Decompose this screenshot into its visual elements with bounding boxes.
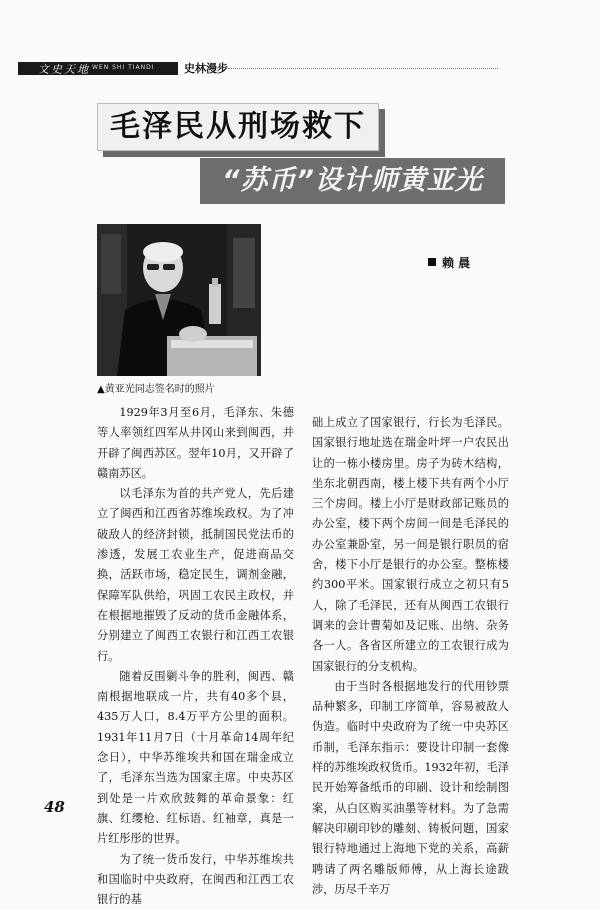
article-subtitle: “苏币”设计师黄亚光 — [222, 165, 483, 196]
author-name: 赖 晨 — [442, 256, 471, 270]
paragraph: 以毛泽东为首的共产党人，先后建立了闽西和江西省苏维埃政权。为了冲破敌人的经济封锁，抵制国民党法币的渗透，发展工农业生产，促进商品交换，活跃市场，稳定民生，调剂金融，保障军队供给，巩固工农民主政权，并在根据地摧毁了反动的货币金融体系，分别建立了闽西工农银行和江西工农银行。 — [97, 487, 294, 663]
paragraph: 由于当时各根据地发行的代用钞票品种繁多，印制工序简单，容易被敌人伪造。临时中央政府为了统一中央苏区币制，毛泽东指示：要设计印制一套像样的苏维埃政权货币。1932年初，毛泽民开始筹备纸币的印刷、设计和绘制图案，从白区购买油墨等材料。为了急需解决印刷印钞的雕刻、铸板问题，国家银行特地通过上海地下党的关系，高薪聘请了两名雕版师傅，从上海长途跋涉，历尽千辛万 — [312, 679, 509, 896]
column-name: 史林漫步 — [184, 62, 228, 75]
author-byline — [428, 254, 470, 271]
body-column-right — [312, 413, 509, 900]
page-number: 48 — [44, 798, 65, 816]
header-divider — [228, 68, 498, 69]
section-english-title: WEN SHI TIANDI — [92, 64, 155, 71]
paragraph: 为了统一货币发行，中华苏维埃共和国临时中央政府，在闽西和江西工农银行的基 — [97, 852, 294, 907]
portrait-illustration — [97, 224, 261, 376]
section-header — [0, 58, 600, 80]
body-column-left — [97, 403, 294, 910]
section-script-title: 文史天地 — [38, 63, 90, 76]
article-title: 毛泽民从刑场救下 — [110, 109, 366, 144]
article-title-box — [97, 103, 379, 151]
paragraph: 础上成立了国家银行，行长为毛泽民。国家银行地址选在瑞金叶坪一户农民出让的一栋小楼房里。房子为砖木结构，坐东北朝西南，楼上楼下共有两个小厅三个房间。楼上小厅是财政部记账员的办公室，楼下两个房间一间是毛泽民的办公室兼卧室，另一间是银行职员的宿舍，楼下小厅是银行的办公室。整栋楼约300平米。国家银行成立之初只有5人，除了毛泽民，还有从闽西工农银行调来的会计曹菊如及记账、出纳、杂务各一人。各省区所建立的工农银行成为国家银行的分支机构。 — [312, 416, 509, 673]
paragraph: 随着反围剿斗争的胜利，闽西、赣南根据地联成一片，共有40多个县，435万人口，8.4万平方公里的面积。1931年11月7日（十月革命14周年纪念日），中华苏维埃共和国在瑞金成立了，毛泽东当选为国家主席。中央苏区到处是一片欢欣鼓舞的革命景象：红旗、红缨枪、红标语、红袖章，真是一片红彤彤的世界。 — [97, 669, 294, 846]
paragraph: 1929年3月至6月，毛泽东、朱德等人率领红四军从井冈山来到闽西，并开辟了闽西苏区。翌年10月，又开辟了赣南苏区。 — [97, 406, 294, 480]
portrait-photo — [97, 224, 261, 376]
photo-caption: ▲黄亚光同志签名时的照片 — [97, 384, 215, 395]
byline-square-icon — [428, 258, 436, 266]
article-subtitle-box — [200, 158, 505, 204]
